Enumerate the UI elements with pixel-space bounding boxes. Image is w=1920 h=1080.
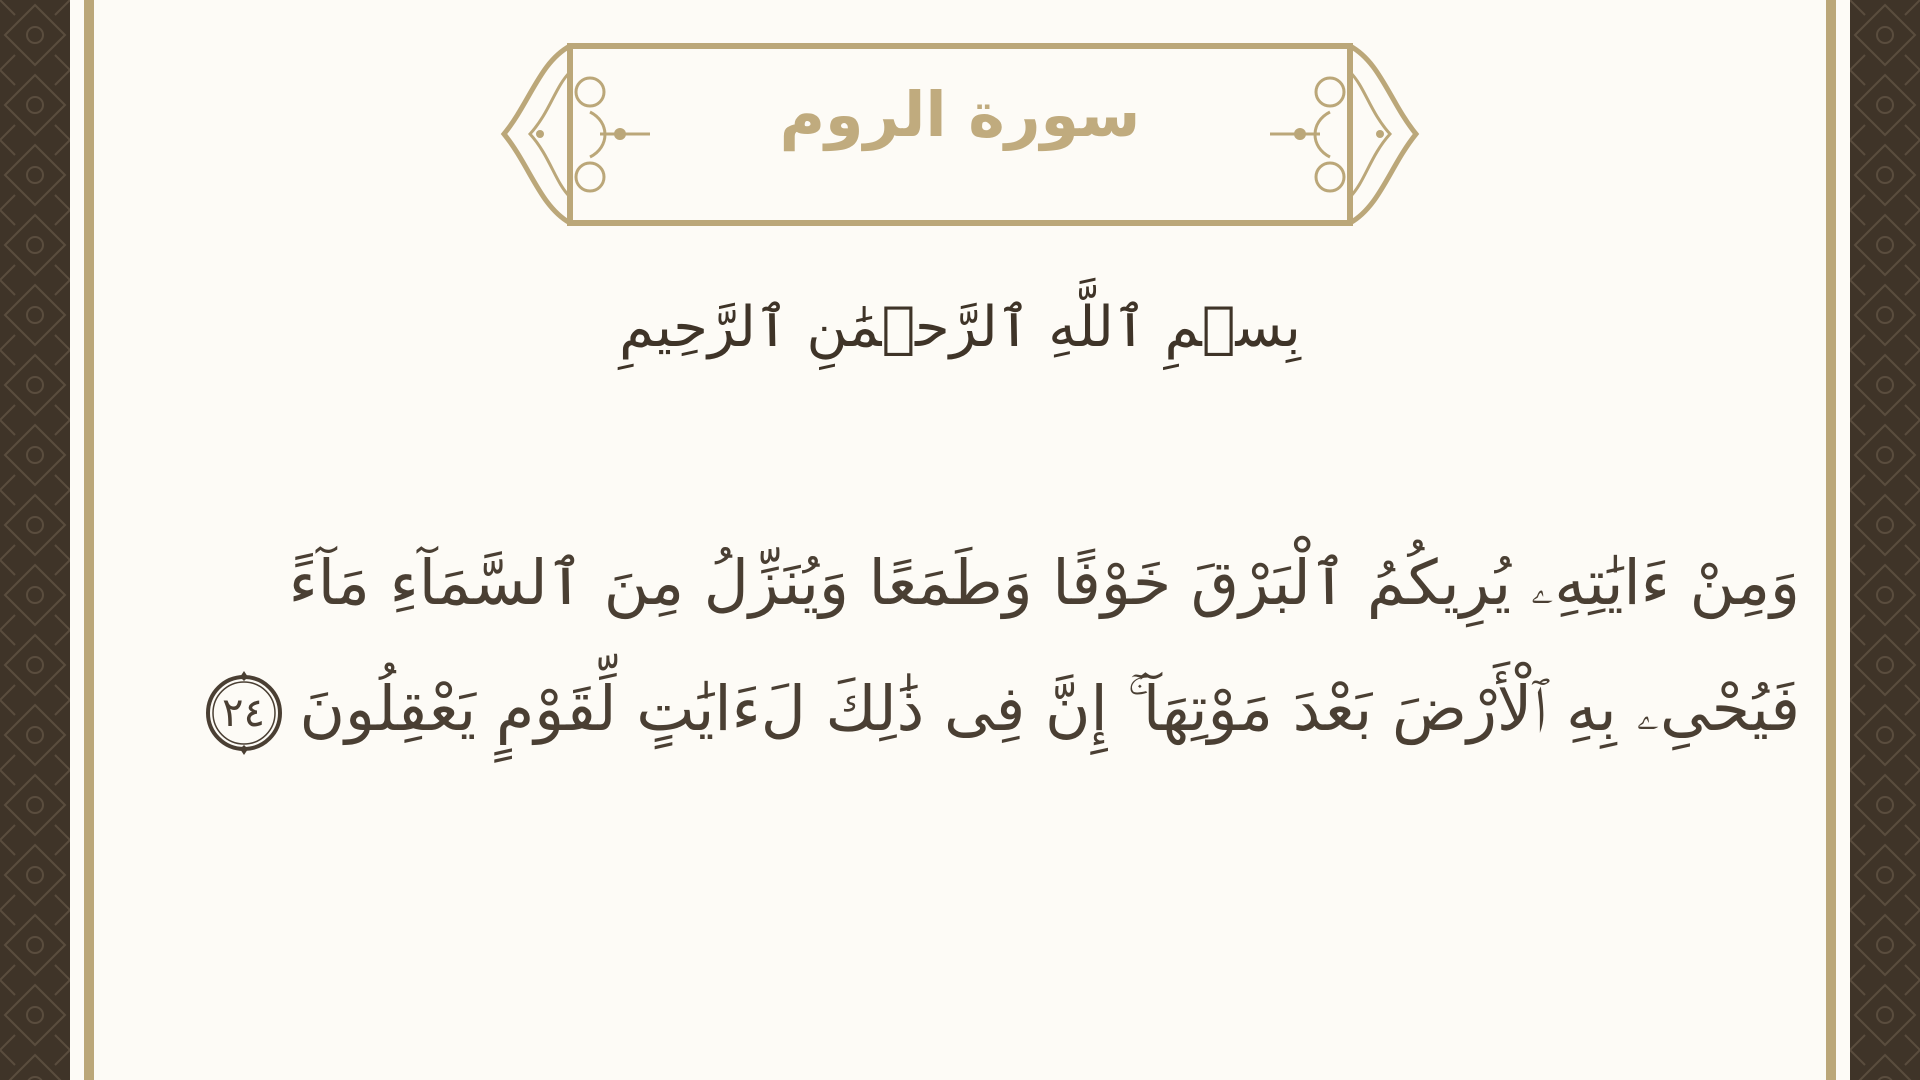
verse-text [190, 520, 1800, 772]
surah-header-cartouche [500, 42, 1420, 227]
right-gold-rule [1826, 0, 1836, 1080]
verse-line-2 [190, 646, 1800, 772]
surah-title: سورة الروم [779, 78, 1141, 151]
left-gold-rule [84, 0, 94, 1080]
verse-line-1: وَمِنْ ءَايَٰتِهِۦ يُرِيكُمُ ٱلْبَرْقَ خَوْفًا وَطَمَعًا وَيُنَزِّلُ مِنَ ٱلسَّمَآءِ مَآءً [288, 546, 1800, 619]
left-ornamental-border [0, 0, 70, 1080]
ayah-end-marker [202, 671, 286, 755]
basmala: بِسۡمِ ٱللَّهِ ٱلرَّحۡمَٰنِ ٱلرَّحِيمِ [619, 295, 1301, 360]
right-ornamental-border [1850, 0, 1920, 1080]
verse-line-2-text: فَيُحْىِۦ بِهِ ٱلْأَرْضَ بَعْدَ مَوْتِهَآ ۚ إِنَّ فِى ذَٰلِكَ لَءَايَٰتٍ لِّقَوْمٍ يَعْقِلُونَ [299, 672, 1800, 745]
ayah-number: ٢٤ [222, 689, 265, 736]
